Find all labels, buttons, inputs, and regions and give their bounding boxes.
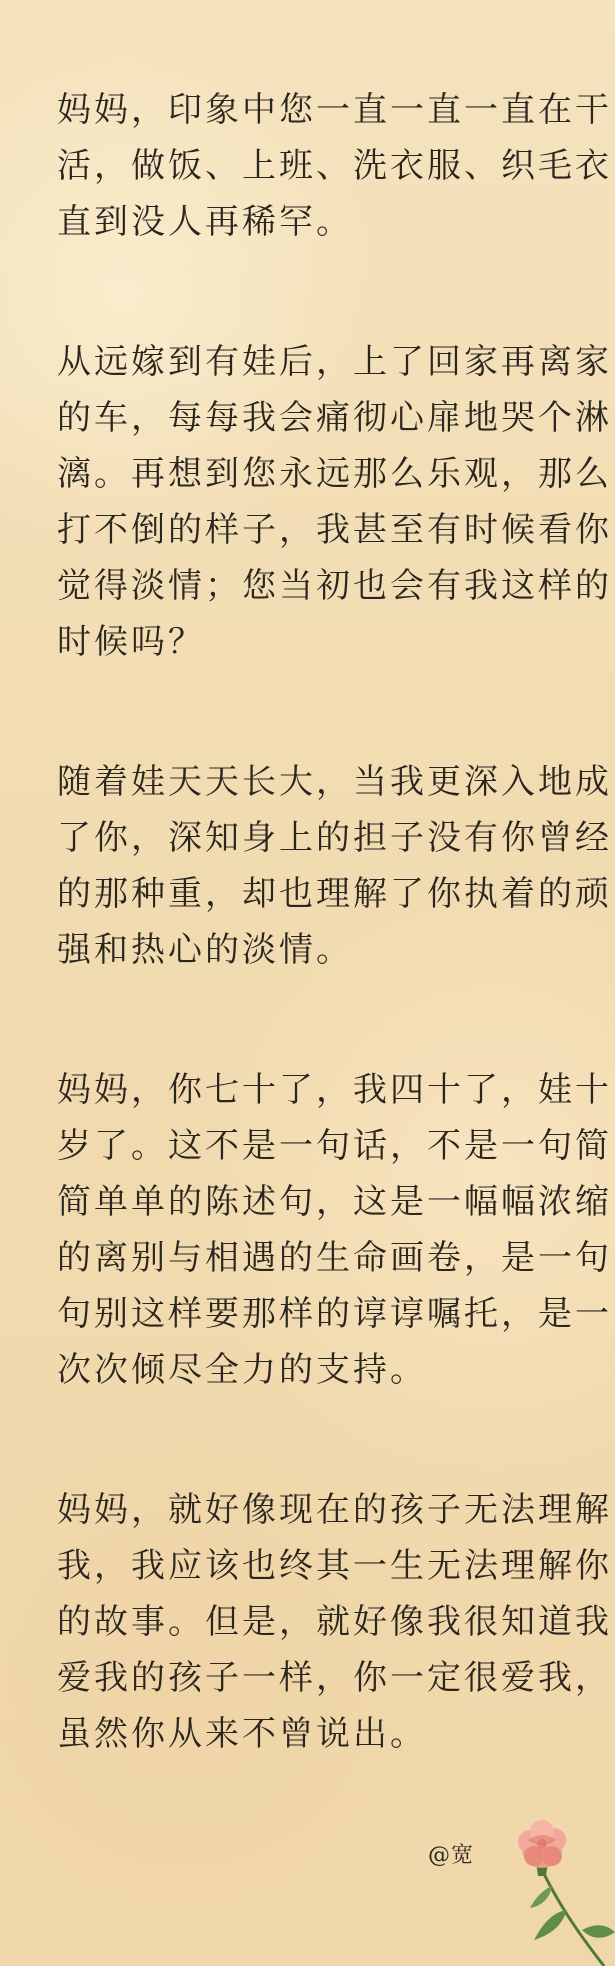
text-line: 岁了。这不是一句话，不是一句简 (57, 1126, 612, 1166)
text-line: 虽然你从来不曾说出。 (57, 1714, 427, 1754)
text-line: 妈妈，印象中您一直一直一直在干 (57, 90, 612, 130)
text-line: 强和热心的淡情。 (57, 930, 353, 970)
text-line: 我，我应该也终其一生无法理解你 (57, 1546, 612, 1586)
text-line: 的故事。但是，就好像我很知道我 (57, 1602, 612, 1642)
text-line: 漓。再想到您永远那么乐观，那么 (57, 454, 612, 494)
text-line: 的那种重，却也理解了你执着的顽 (57, 874, 612, 914)
text-line: 的车，每每我会痛彻心扉地哭个淋 (57, 398, 612, 438)
text-line: 时候吗？ (57, 622, 205, 662)
text-line: 直到没人再稀罕。 (57, 202, 353, 242)
text-line: 随着娃天天长大，当我更深入地成 (57, 762, 612, 802)
letter-body (57, 82, 612, 1846)
paragraph-1 (57, 82, 612, 250)
text-line: 打不倒的样子，我甚至有时候看你 (57, 510, 612, 550)
text-line: 的离别与相遇的生命画卷，是一句 (57, 1238, 612, 1278)
text-line: 妈妈，你七十了，我四十了，娃十 (57, 1070, 612, 1110)
text-line: 爱我的孩子一样，你一定很爱我， (57, 1658, 612, 1698)
signature: @宽 (428, 1843, 475, 1868)
text-line: 觉得淡情；您当初也会有我这样的 (57, 566, 612, 606)
text-line: 从远嫁到有娃后，上了回家再离家 (57, 342, 612, 382)
text-line: 妈妈，就好像现在的孩子无法理解 (57, 1490, 612, 1530)
text-line: 活，做饭、上班、洗衣服、织毛衣 (57, 146, 612, 186)
paragraph-3 (57, 754, 612, 978)
text-line: 次次倾尽全力的支持。 (57, 1350, 427, 1390)
paragraph-2 (57, 334, 612, 670)
text-line: 句别这样要那样的谆谆嘱托，是一 (57, 1294, 612, 1334)
text-line: 了你，深知身上的担子没有你曾经 (57, 818, 612, 858)
text-line: 简单单的陈述句，这是一幅幅浓缩 (57, 1182, 612, 1222)
paragraph-4 (57, 1062, 612, 1398)
paragraph-5 (57, 1482, 612, 1762)
pink-carnation-icon (512, 1800, 615, 1966)
